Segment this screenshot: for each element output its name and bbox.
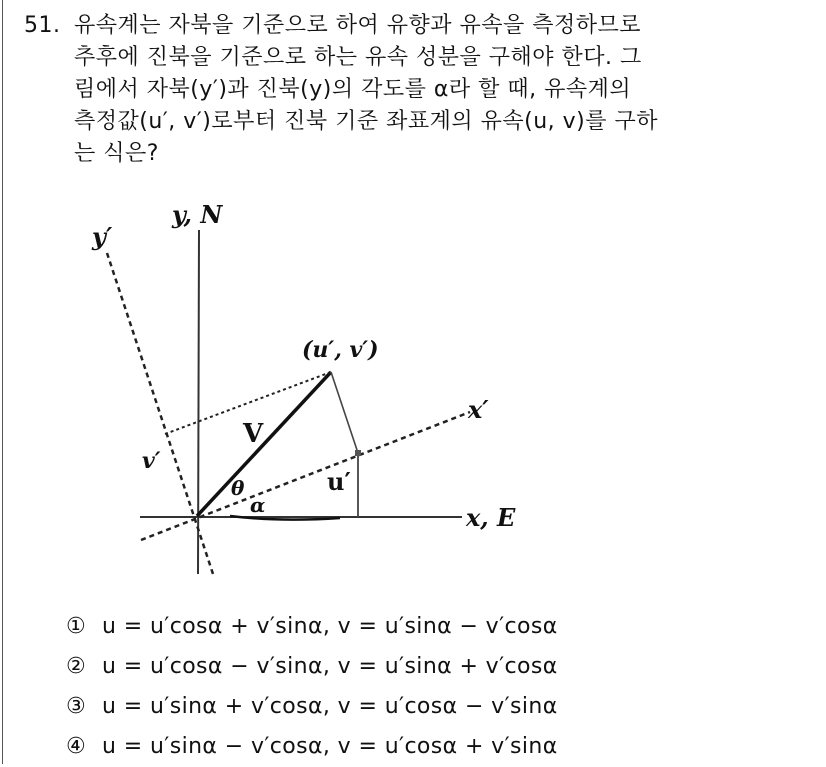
- option-2[interactable]: [66, 647, 558, 687]
- alpha-label: α: [250, 493, 266, 517]
- option-3-number: ③: [66, 694, 87, 719]
- x-prime-axis-line: [141, 412, 470, 540]
- x-prime-label: x′: [468, 395, 489, 424]
- option-3-text: u = u′sinα + v′cosα, v = u′cosα − v′sinα: [102, 694, 558, 719]
- vector-label: V: [243, 419, 264, 449]
- question-line-5: 는 식은?: [74, 141, 159, 166]
- u-prime-projection-line: [331, 372, 358, 453]
- question-line-4: 측정값(u′, v′)로부터 진북 기준 좌표계의 유속(u, v)를 구하: [74, 109, 658, 134]
- option-3[interactable]: [66, 687, 558, 727]
- y-prime-axis-line: [107, 253, 213, 574]
- option-4[interactable]: [66, 727, 558, 767]
- question-line-2: 추후에 진북을 기준으로 하는 유속 성분을 구해야 한다. 그: [74, 45, 642, 70]
- option-2-number: ②: [66, 654, 87, 679]
- y-axis-line: [198, 230, 199, 574]
- y-axis-label: y, N: [172, 200, 223, 229]
- y-prime-label: y′: [92, 222, 113, 251]
- u-prime-point-marker: [355, 450, 361, 456]
- option-1[interactable]: [66, 607, 558, 647]
- x-axis-label: x, E: [466, 503, 516, 532]
- answer-options: [66, 607, 558, 767]
- v-prime-label: v′: [142, 448, 161, 474]
- u-prime-label: u′: [327, 467, 351, 496]
- theta-label: θ: [231, 476, 245, 500]
- question-number: 51.: [24, 13, 61, 38]
- option-4-number: ④: [66, 734, 87, 759]
- option-2-text: u = u′cosα − v′sinα, v = u′sinα + v′cosα: [102, 654, 558, 679]
- question-text-1: 유속계는 자북을 기준으로 하여 유향과 유속을 측정하므로: [74, 13, 642, 38]
- point-label: (u′, v′): [302, 337, 379, 363]
- question-line-3: 림에서 자북(y′)과 진북(y)의 각도를 α라 할 때, 유속계의: [74, 77, 632, 102]
- option-1-number: ①: [66, 614, 87, 639]
- option-1-text: u = u′cosα + v′sinα, v = u′sinα − v′cosα: [102, 614, 558, 639]
- option-4-text: u = u′sinα − v′cosα, v = u′cosα + v′sinα: [102, 734, 558, 759]
